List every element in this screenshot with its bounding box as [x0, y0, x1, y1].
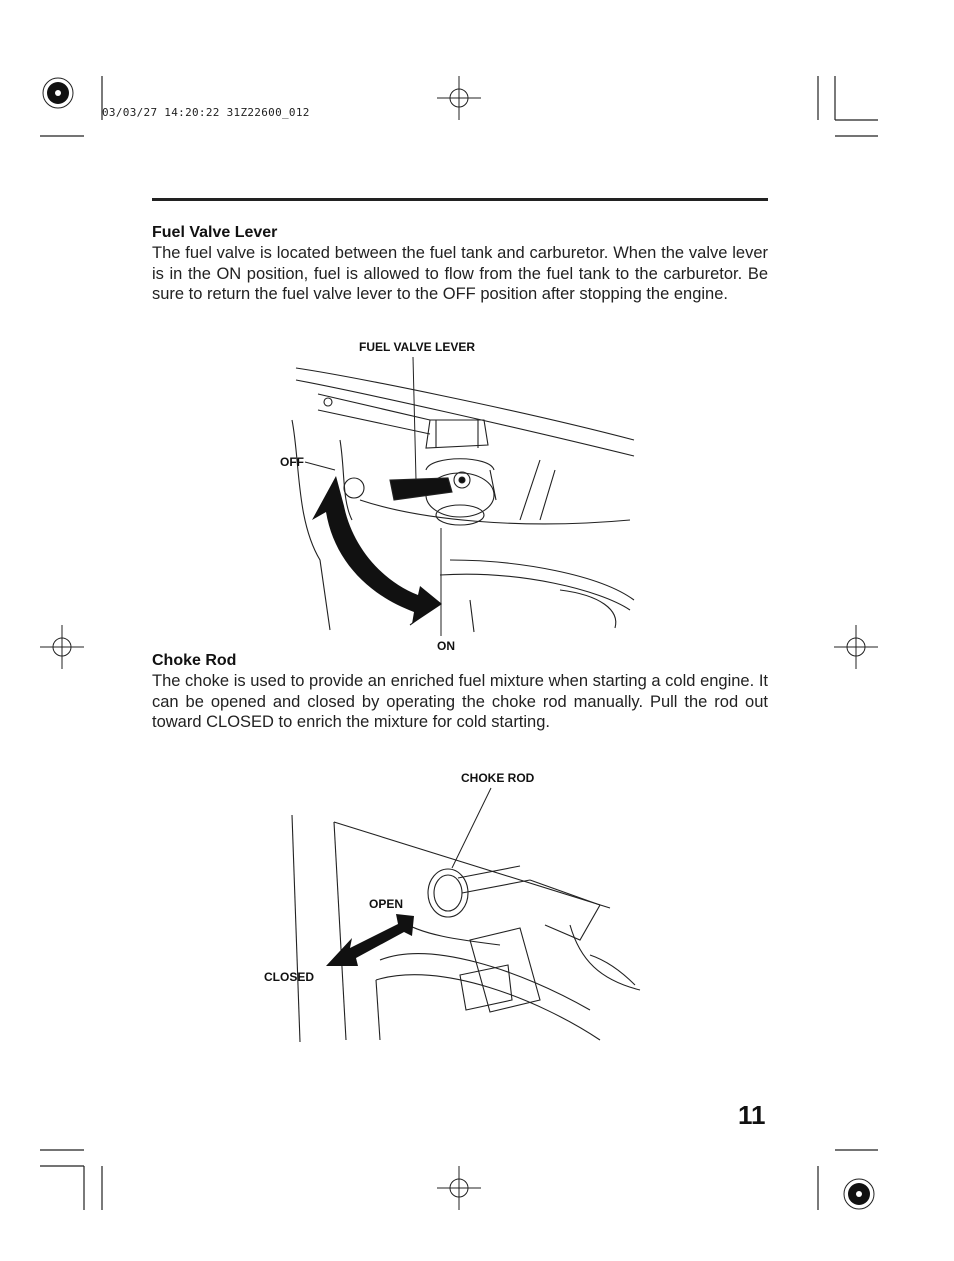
- choke-rod-heading: Choke Rod: [152, 652, 237, 669]
- fuel-valve-heading: Fuel Valve Lever: [152, 224, 278, 241]
- fuel-valve-body: The fuel valve is located between the fuel tank and carburetor. When the valve lever is in the ON position, fuel is allowed to flow from the fuel tank to the carburetor. Be sure to return the fuel valve lever to the OFF position after stopping the engine.: [152, 244, 768, 303]
- print-stamp: 03/03/27 14:20:22 31Z22600_012: [102, 106, 310, 119]
- open-label: OPEN: [369, 897, 404, 911]
- on-label: ON: [437, 639, 455, 653]
- choke-rod-body: The choke is used to provide an enriched fuel mixture when starting a cold engine. It can be opened and closed by operating the choke rod manually. Pull the rod out toward CLOSED to enrich the mixture for cold starting.: [152, 672, 768, 731]
- fuel-valve-lever-label: FUEL VALVE LEVER: [359, 340, 476, 354]
- top-rule: [152, 198, 768, 201]
- choke-rod-leader-line: [452, 788, 491, 868]
- choke-rod-label: CHOKE ROD: [461, 771, 535, 785]
- off-label: OFF: [280, 455, 304, 469]
- fuel-valve-illustration: [292, 368, 634, 632]
- choke-rod-illustration: [292, 815, 640, 1042]
- closed-label: CLOSED: [264, 970, 315, 984]
- page-number: 11: [738, 1100, 766, 1130]
- off-on-arrow: [312, 476, 442, 624]
